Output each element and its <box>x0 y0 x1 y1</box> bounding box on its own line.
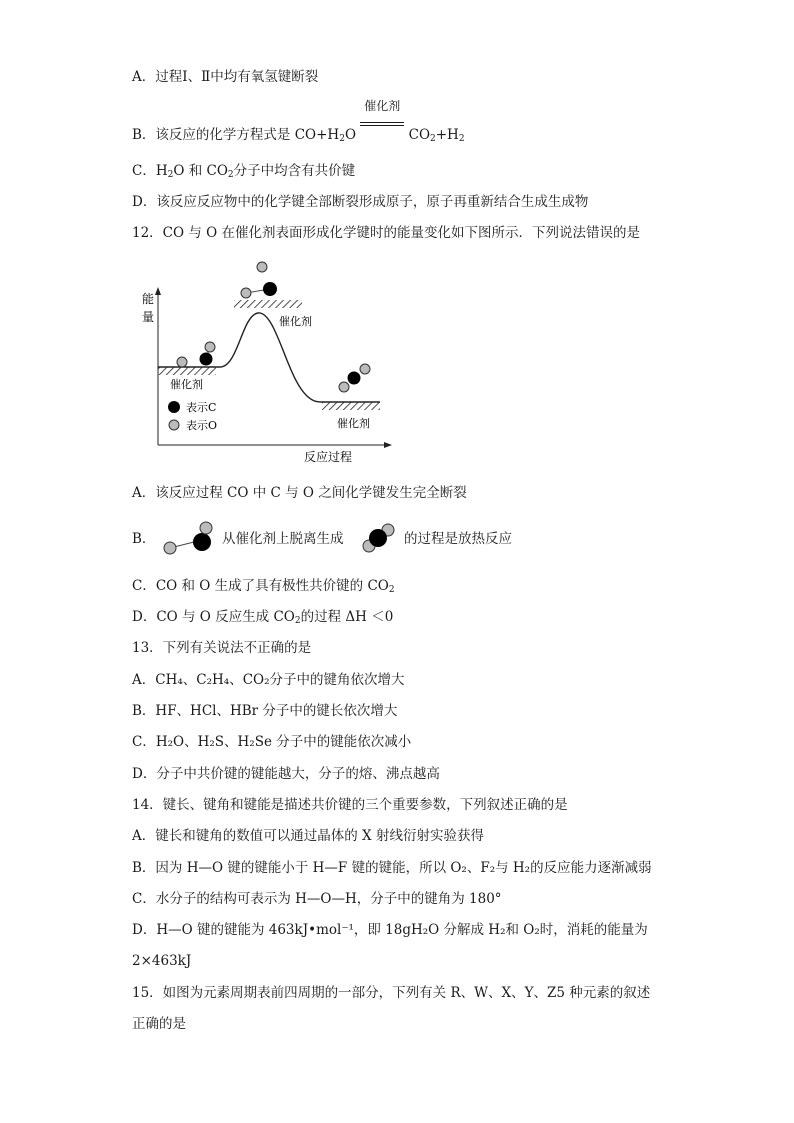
molecule-co2-icon <box>358 518 400 556</box>
q11-option-a: A．过程Ⅰ、Ⅱ中均有氧氢键断裂 <box>132 69 319 85</box>
molecule-co2-right <box>339 364 370 392</box>
q13-stem: 13．下列有关说法不正确的是 <box>132 640 312 656</box>
catalyst-surface-top <box>234 300 302 308</box>
legend-c-marker <box>168 401 180 413</box>
q11-option-d: D．该反应反应物中的化学键全部断裂形成原子，原子再重新结合生成生成物 <box>132 194 589 210</box>
q14-option-c: C．水分子的结构可表示为 H—O—H，分子中的键角为 180° <box>132 891 502 907</box>
y-axis-arrow <box>155 287 161 295</box>
q13-option-b: B．HF、HCl、HBr 分子中的键长依次增大 <box>132 703 398 719</box>
catalyst-label-left: 催化剂 <box>170 378 203 391</box>
q12-option-a: A．该反应过程 CO 中 C 与 O 之间化学键发生完全断裂 <box>132 485 467 501</box>
legend-o-marker <box>169 420 179 430</box>
q12-stem: 12．CO 与 O 在催化剂表面形成化学键时的能量变化如下图所示．下列说法错误的是 <box>132 225 641 241</box>
molecule-co-and-o-left <box>177 342 215 367</box>
q13-option-d: D．分子中共价键的键能越大，分子的熔、沸点越高 <box>132 766 440 782</box>
legend-o-label: 表示O <box>186 419 218 432</box>
q14-option-b: B．因为 H—O 键的键能小于 H—F 键的键能，所以 O₂、F₂与 H₂的反应能力逐渐减弱 <box>132 860 652 876</box>
catalyst-label-right: 催化剂 <box>337 417 370 430</box>
q12-option-b: B． <box>132 531 156 547</box>
catalyst-label-top: 催化剂 <box>279 315 312 328</box>
q13-option-a: A．CH₄、C₂H₄、CO₂分子中的键角依次增大 <box>132 672 405 688</box>
q11-option-b: B．该反应的化学方程式是 $CO+H_2O$ 催化剂 $CO_2+H_2$ <box>132 99 465 144</box>
q15-stem-continued: 正确的是 <box>132 1016 186 1032</box>
catalyst-surface-left <box>158 367 216 375</box>
q13-option-c: C．H₂O、H₂S、H₂Se 分子中的键能依次减小 <box>132 734 412 750</box>
q14-option-d-continued: 2×463kJ <box>132 953 192 969</box>
catalyst-arrow: 催化剂 <box>360 114 404 144</box>
q14-option-d: D．H—O 键的键能为 463kJ•mol⁻¹，即 18gH₂O 分解成 H₂和 O₂时，消耗的能量为 <box>132 922 648 938</box>
q12-option-d: D．CO 与 O 反应生成 $CO_2$的过程 ΔH ＜0 <box>132 609 394 626</box>
y-axis-label-1: 能 <box>142 292 155 306</box>
molecule-transition-state <box>241 262 277 298</box>
q11-option-c: C．$H_2O$ 和 $CO_2$分子中均含有共价键 <box>132 163 356 180</box>
q14-stem: 14．键长、键角和键能是描述共价键的三个重要参数，下列叙述正确的是 <box>132 797 568 813</box>
q12-option-c: C．CO 和 O 生成了具有极性共价键的 $CO_2$ <box>132 578 395 595</box>
q14-option-a: A．键长和键角的数值可以通过晶体的 X 射线衍射实验获得 <box>132 828 484 844</box>
x-axis-arrow <box>384 442 392 448</box>
legend-c-label: 表示C <box>186 401 217 414</box>
q12-option-b-end: 的过程是放热反应 <box>404 531 512 547</box>
y-axis-label-2: 量 <box>142 310 155 324</box>
x-axis-label: 反应过程 <box>304 450 353 464</box>
molecule-adsorbed-icon <box>160 518 220 558</box>
q12-option-b-middle: 从催化剂上脱离生成 <box>222 531 344 547</box>
energy-diagram <box>130 255 410 470</box>
catalyst-surface-right <box>322 402 380 410</box>
q15-stem: 15．如图为元素周期表前四周期的一部分，下列有关 R、W、X、Y、Z5 种元素的叙述 <box>132 985 651 1001</box>
